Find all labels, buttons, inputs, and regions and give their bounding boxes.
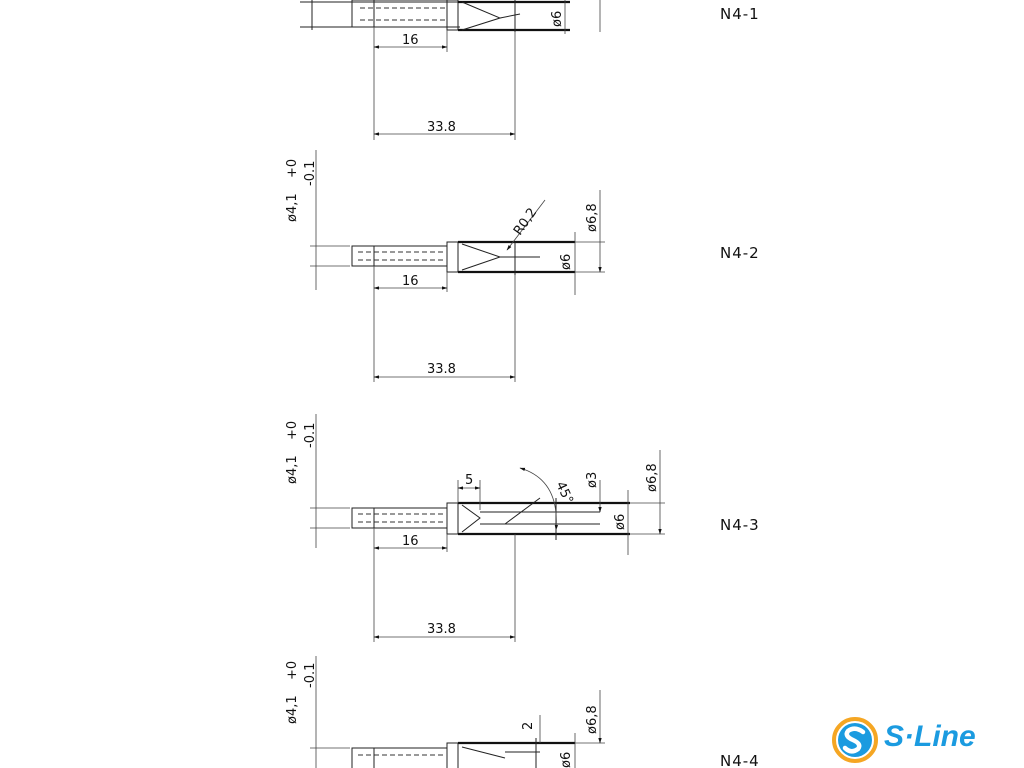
n4-2-tip-dia: ø6 xyxy=(559,253,574,270)
logo-text: S·Line xyxy=(884,720,976,753)
n4-3-angle: 45° xyxy=(552,479,576,507)
part-n4-2 xyxy=(285,150,760,382)
s-line-logo-icon xyxy=(830,715,880,765)
n4-4-shank-dia: ø4,1 xyxy=(285,695,300,724)
n4-4-tol-minus: -0.1 xyxy=(303,662,318,688)
part-n4-1 xyxy=(300,0,760,140)
n4-4-tol-plus: +0 xyxy=(285,660,300,680)
n4-2-shank-dia: ø4,1 xyxy=(285,193,300,222)
n4-3-shank-dia: ø4,1 xyxy=(285,455,300,484)
n4-3-step-len: 5 xyxy=(465,473,474,488)
n4-3-tip-dia: ø6 xyxy=(613,513,628,530)
part-label-n4-4: N4-4 xyxy=(720,752,760,768)
n4-2-tol-plus: +0 xyxy=(285,158,300,178)
part-label-n4-1: N4-1 xyxy=(720,5,760,23)
part-label-n4-2: N4-2 xyxy=(720,244,760,262)
s-line-logo xyxy=(830,714,1020,766)
n4-3-outer-dia: ø6,8 xyxy=(645,463,660,492)
n4-1-tip-dia: ø6 xyxy=(550,10,565,27)
n4-2-outer-dia: ø6,8 xyxy=(585,203,600,232)
n4-1-total-len: 33.8 xyxy=(427,120,456,135)
n4-3-tol-minus: -0.1 xyxy=(303,422,318,448)
n4-3-tol-plus: +0 xyxy=(285,420,300,440)
n4-1-body-len: 16 xyxy=(402,33,419,48)
n4-4-flat-len: 2 xyxy=(521,721,536,730)
n4-4-outer-dia: ø6,8 xyxy=(585,705,600,734)
n4-2-total-len: 33.8 xyxy=(427,362,456,377)
n4-2-body-len: 16 xyxy=(402,274,419,289)
part-n4-4 xyxy=(285,656,760,768)
n4-2-radius: R0,2 xyxy=(510,205,541,239)
n4-3-body-len: 16 xyxy=(402,534,419,549)
part-label-n4-3: N4-3 xyxy=(720,516,760,534)
part-n4-3 xyxy=(285,414,760,642)
n4-4-tip-dia: ø6 xyxy=(559,751,574,768)
n4-3-total-len: 33.8 xyxy=(427,622,456,637)
n4-2-tol-minus: -0.1 xyxy=(303,160,318,186)
n4-3-small-dia: ø3 xyxy=(585,471,600,488)
